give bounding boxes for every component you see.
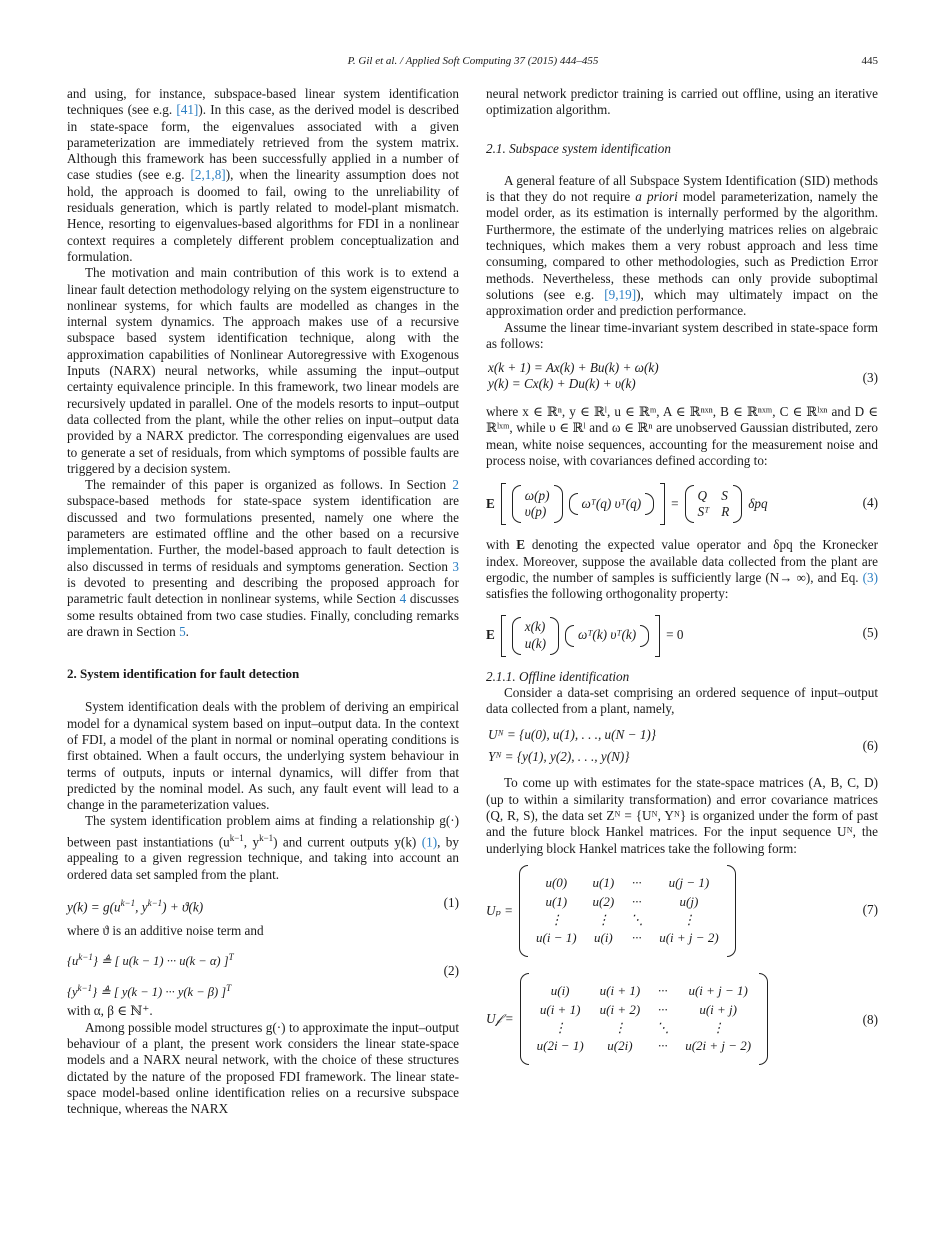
paragraph: To come up with estimates for the state-space matrices (A, B, C, D) (up to within a similarity transformation) and error covariance matrices (Q, R, S), the data set Zᴺ = {Uᴺ, Yᴺ} is organized under the form of past and the future block Hankel matrices. For the input sequence Uᴺ, the underlying block Hankel matrices take the following form: — [486, 775, 878, 856]
equation-8: U𝒻 = u(i) u(i + 1) ··· u(i + j − 1) u(i + 1) u(i + 2) ··· u(i + j) ⋮ ⋮ ⋱ ⋮ u(2i − 1) u(2i) ··· u(2i + j − 2) (8) — [486, 967, 878, 1073]
matrix-cell: u(i + j) — [699, 1001, 737, 1017]
paragraph: where x ∈ ℝⁿ, y ∈ ℝˡ, u ∈ ℝᵐ, A ∈ ℝⁿˣⁿ, B ∈ ℝⁿˣᵐ, C ∈ ℝˡˣⁿ and D ∈ ℝˡˣᵐ, while υ ∈ ℝˡ and ω ∈ ℝⁿ are unobserved Gaussian distributed, zero mean, white noise sequences, accounting for the measurement noise and process noise, with covariances defined according to: — [486, 404, 878, 469]
paragraph: and using, for instance, subspace-based linear system identification techniques (see e.g. [41]). In this case, as the derived model is described in state-space form, the eigenvalues associated with a given parameterization are immediately retrieved from the system matrix. Although this framework has been successfully applied in a number of case studies (see e.g. [2,1,8]), when the linearity assumption does not hold, the approach is doomed to fail, owing to the unreliability of residuals generation, which is partly related to model-plant mismatch. Hence, resorting to eigenvalues-based algorithms for FDI in a nonlinear context requires a completely different problem conceptualization and formulation. — [67, 86, 459, 264]
equation-5: E x(k) u(k) ωᵀ(k) υᵀ(k) = 0 (5) — [486, 603, 878, 663]
matrix-cell: ⋱ — [656, 1019, 670, 1035]
matrix-cell: u(1) — [592, 875, 615, 891]
matrix-cell: u(2) — [592, 893, 615, 909]
matrix-cell: u(i − 1) — [536, 930, 577, 946]
matrix-cell: u(j) — [679, 893, 699, 909]
paragraph: The motivation and main contribution of this work is to extend a linear fault detection methodology relying on the system eigenstructure to nonlinear systems, for which faults are modelled as changes in the internal system dynamics. The approach makes use of a recursive subspace based system identification technique, along with the approximation capabilities of Nonlinear Autoregressive with Exogenous Inputs (NARX) neural networks, while assuming the input–output certainty equivalence principle. In this framework, two linear models are recursively updated in parallel. One of the models resorts to input–output data collected from the plant, while the other relies on input–output data provided by a NARX predictor. The corresponding eigenvalues are used to generate a set of residuals, from which symptoms of possible faults are triggered by a decision system. — [67, 265, 459, 476]
equation-number: (3) — [862, 370, 878, 386]
equation-number: (6) — [862, 738, 878, 754]
paragraph: Among possible model structures g(·) to approximate the input–output behaviour of a plant, the present work considers the linear state-space models and a NARX neural network, with the choice of these structures dictated by the nature of the proposed FDI framework. The linear state-space model-based online identification relies on a recursive subspace technique, whereas the NARX — [67, 1019, 459, 1117]
equation-number: (8) — [862, 1011, 878, 1027]
matrix-cell: u(i + 2) — [599, 1001, 641, 1017]
right-column — [486, 86, 878, 1073]
matrix-row — [528, 911, 727, 929]
matrix-row — [529, 1019, 760, 1037]
paragraph: The system identification problem aims at finding a relationship g(·) between past instantiations ($u^{k-1}$, $y^{k-1}$) and current outputs y(k) (1), by appealing to a given regression technique, and taking into account an ordered data set sampled from the plant. — [67, 813, 459, 882]
matrix-cell: ⋱ — [630, 911, 644, 927]
equation-2: $\{u^{k-1}\}$ ≜ [ u(k − 1) ··· u(k − α) ]$^T$ $\{y^{k-1}\}$ ≜ [ y(k − 1) ··· y(k − β) ]$^T$ (2) — [67, 952, 459, 999]
subsection-heading: 2.1.1. Offline identification — [486, 668, 630, 684]
citation-link[interactable]: [9,19] — [604, 286, 637, 302]
matrix-row — [529, 1001, 760, 1019]
matrix-cell: ⋮ — [613, 1019, 627, 1035]
matrix-cell: u(i) — [593, 930, 613, 946]
equation-link[interactable]: (3) — [862, 569, 878, 585]
equation-4: E ω(p) υ(p) ωᵀ(q) υᵀ(q) = Q S Sᵀ R δpq (4) — [486, 469, 878, 537]
matrix-cell: u(i + j − 1) — [688, 983, 748, 999]
paragraph: where ϑ is an additive noise term and — [67, 923, 264, 939]
paragraph: Assume the linear time-invariant system described in state-space form as follows: — [486, 319, 878, 351]
matrix-cell: u(2i − 1) — [536, 1038, 584, 1054]
matrix-cell: ··· — [631, 930, 642, 946]
matrix-cell: ··· — [657, 1038, 668, 1054]
section-link[interactable]: 3 — [452, 558, 459, 574]
matrix-cell: u(i + j − 2) — [659, 930, 719, 946]
matrix-cell: u(i) — [550, 983, 570, 999]
paragraph: The remainder of this paper is organized as follows. In Section 2 subspace-based methods for state-space system identification are discussed and two formulations presented, namely one where the parameters are estimated offline and the other based on a recursive implementation. Further, the model-based approach to fault detection is also discussed in terms of residuals and symptoms generation. Section 3 is devoted to presenting and describing the proposed approach for parametric fault detection in nonlinear systems, while Section 4 discusses some results obtained from two case studies. Finally, concluding remarks are drawn in Section 5. — [67, 477, 459, 639]
subsection-heading: 2.1. Subspace system identification — [486, 140, 671, 156]
matrix-cell: u(2i + j − 2) — [685, 1038, 752, 1054]
citation-link[interactable]: [41] — [176, 102, 199, 118]
paragraph: with E denoting the expected value operator and δpq the Kronecker index. Moreover, suppose the available data collected from the plant are ergodic, the number of samples is sufficiently large (N→ ∞), and Eq. (3) satisfies the following orthogonality property: — [486, 537, 879, 602]
running-header — [68, 55, 878, 71]
hankel-matrix-past — [528, 874, 727, 947]
matrix-cell: ··· — [657, 1001, 668, 1017]
matrix-cell: ⋮ — [711, 1019, 725, 1035]
matrix-cell: u(i + 1) — [539, 1001, 581, 1017]
matrix-cell: u(2i) — [607, 1038, 633, 1054]
equation-6: Uᴺ = {u(0), u(1), . . ., u(N − 1)} Yᴺ = {y(1), y(2), . . ., y(N)} (6) — [488, 727, 878, 764]
paragraph: A general feature of all Subspace System Identification (SID) methods is that they do not require a priori model parameterization, namely the model order, as its estimation is internally performed by the algorithm. Furthermore, the estimate of the underlying matrices relies on algebraic techniques, which makes them a very robust approach and less time consuming, compared to other methodologies, such as Prediction Error methods. Nevertheless, these methods can only provide suboptimal solutions (see e.g. [9,19]), which may ultimately impact on the approximation order and prediction performance. — [486, 172, 878, 319]
left-column — [67, 86, 459, 1117]
paragraph: neural network predictor training is carried out offline, using an iterative optimization algorithm. — [486, 86, 878, 118]
equation-1: $y(k) = g(u^{k-1}$, $y^{k-1}) + ϑ(k)$ (1) — [67, 894, 459, 915]
matrix-cell: ··· — [631, 875, 642, 891]
journal-citation: P. Gil et al. / Applied Soft Computing 37 (2015) 444–455 — [347, 55, 599, 67]
matrix-cell: u(1) — [545, 893, 568, 909]
equation-7: Uₚ = u(0) u(1) ··· u(j − 1) u(1) u(2) ··· u(j) ⋮ ⋮ ⋱ ⋮ u(i − 1) u(i) ··· u(i + j − 2) (7) — [486, 857, 878, 963]
section-link[interactable]: 2 — [452, 477, 459, 493]
equation-3: x(k + 1) = Ax(k) + Bu(k) + ω(k) y(k) = Cx(k) + Du(k) + υ(k) (3) — [488, 360, 878, 392]
matrix-row — [529, 1037, 760, 1055]
equation-number: (1) — [443, 894, 459, 910]
section-link[interactable]: 4 — [399, 591, 407, 607]
hankel-matrix-future — [529, 982, 760, 1055]
matrix-cell: u(i + 1) — [599, 983, 641, 999]
matrix-cell: ⋮ — [553, 1019, 567, 1035]
matrix-cell: ··· — [631, 893, 642, 909]
equation-link[interactable]: (1) — [421, 834, 438, 850]
equation-number: (4) — [862, 495, 878, 511]
section-link[interactable]: 5 — [179, 623, 186, 639]
page-number: 445 — [861, 55, 878, 67]
matrix-cell: ⋮ — [549, 911, 563, 927]
matrix-cell: u(j − 1) — [668, 875, 710, 891]
matrix-cell: ··· — [657, 983, 668, 999]
matrix-cell: ⋮ — [596, 911, 610, 927]
paragraph: Consider a data-set comprising an ordered sequence of input–output data collected from a plant, namely, — [486, 684, 878, 717]
equation-number: (5) — [862, 624, 878, 640]
matrix-row — [528, 874, 727, 892]
equation-number: (7) — [862, 901, 878, 917]
matrix-row — [528, 929, 727, 947]
paragraph: with α, β ∈ ℕ⁺. — [67, 1003, 153, 1019]
matrix-row — [529, 982, 760, 1000]
matrix-row — [528, 893, 727, 911]
section-heading: 2. System identification for fault detection — [67, 666, 300, 682]
equation-number: (2) — [443, 963, 459, 979]
paragraph: System identification deals with the problem of deriving an empirical model for a dynamical system based on input–output data. In the context of FDI, a model of the plant in normal or nominal operating conditions is first obtained. When a fault occurs, the underlying system behaviour in terms of outputs, inputs or internal dynamics, will differ from that predicted by the nominal model. As such, any fault event will lead to a change in the parameterization values. — [67, 699, 459, 813]
citation-link[interactable]: [2,1,8] — [190, 167, 226, 183]
matrix-cell: ⋮ — [682, 911, 696, 927]
matrix-cell: u(0) — [545, 875, 568, 891]
